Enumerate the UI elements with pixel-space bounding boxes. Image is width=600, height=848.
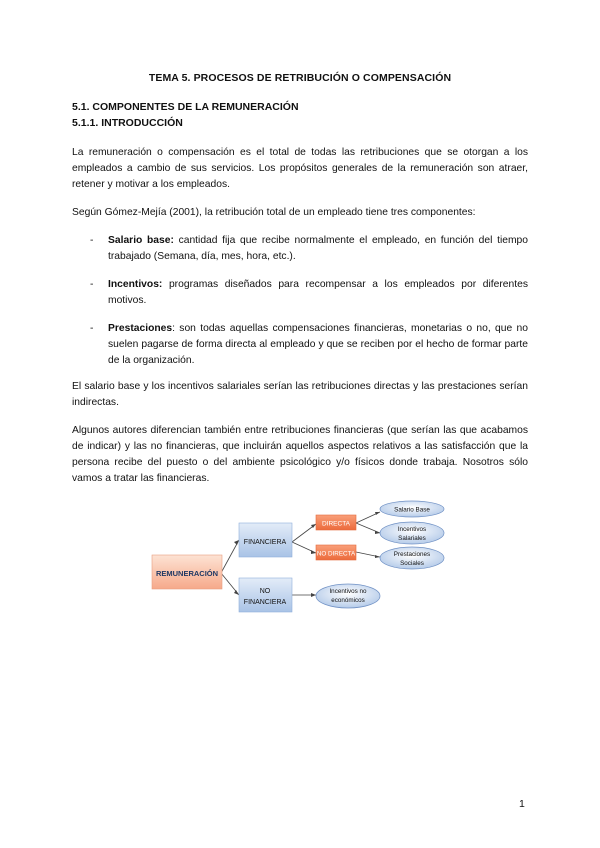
salario-base-label: Salario Base xyxy=(394,506,430,514)
prestaciones-sociales-ellipse xyxy=(380,547,444,569)
bullet-dash: - xyxy=(90,279,94,290)
incentivos-no-economicos-ellipse xyxy=(316,584,380,608)
subsection-heading: 5.1.1. INTRODUCCIÓN xyxy=(72,117,183,129)
bullet-text: cantidad fija que recibe normalmente el empleado, en función del tiempo trabajado (Semana, día, mes, hora, etc.). xyxy=(108,235,528,262)
paragraph-salario-incentivos: El salario base y los incentivos salariales serían las retribuciones directas y las prestaciones serían indirectas. xyxy=(72,381,528,408)
incentivos-salariales-ellipse xyxy=(380,522,444,544)
financiera-box xyxy=(239,523,292,557)
prestaciones-sociales-line1: Prestaciones xyxy=(393,551,431,558)
incentivos-salariales-line1: Incentivos xyxy=(397,526,427,533)
prestaciones-sociales-line2: Sociales xyxy=(400,560,424,567)
no-directa-label: NO DIRECTA xyxy=(316,550,356,558)
bullet-dash: - xyxy=(90,323,94,334)
no-economicos-line2: económicos xyxy=(331,597,365,604)
section-heading: 5.1. COMPONENTES DE LA REMUNERACIÓN xyxy=(72,101,299,113)
bullet-text: : son todas aquellas compensaciones financieras, monetarias o no, que no suelen pagarse de forma directa al empleado y que se reciben por el hecho de formar parte de la organización. xyxy=(108,323,528,366)
paragraph-algunos: Algunos autores diferencian también entre retribuciones financieras (que serían las que acabamos de indicar) y las no financieras, que incluirán aquellos aspectos relativos a las satisfacción que la persona recibe del puesto o del ambiente psicológico y/o físicos donde trabaja. Nosotros sólo vamos a tratar las financieras. xyxy=(72,425,528,484)
incentivos-salariales-line2: Salariales xyxy=(398,535,426,542)
financiera-label: FINANCIERA xyxy=(243,539,287,546)
no-financiera-box xyxy=(239,578,292,612)
bullet-term: Salario base: xyxy=(108,235,174,246)
bullet-text: programas diseñados para recompensar a los empleados por diferentes motivos. xyxy=(108,279,528,306)
page-title: TEMA 5. PROCESOS DE RETRIBUCIÓN O COMPENSACIÓN xyxy=(148,72,452,84)
no-financiera-label-line1: NO xyxy=(259,588,271,595)
no-directa-box xyxy=(316,545,356,560)
no-economicos-line1: Incentivos no xyxy=(329,588,367,595)
remuneracion-label: REMUNERACIÓN xyxy=(155,569,219,578)
bullet-term: Incentivos: xyxy=(108,279,163,290)
paragraph-intro: La remuneración o compensación es el total de todas las retribuciones que se otorgan a los empleados a cambio de sus servicios. Los propósitos generales de la remuneración son atraer, retener y motivar a los empleados. xyxy=(72,147,528,190)
bullet-dash: - xyxy=(90,235,94,246)
directa-label: DIRECTA xyxy=(321,520,351,528)
remuneracion-box xyxy=(152,555,222,589)
remuneration-diagram xyxy=(150,500,450,615)
salario-base-ellipse xyxy=(380,501,444,517)
bullet-term: Prestaciones xyxy=(108,323,173,334)
no-financiera-label-line2: FINANCIERA xyxy=(243,599,287,606)
directa-box xyxy=(316,515,356,530)
page-number: 1 xyxy=(519,798,525,810)
paragraph-segun: Según Gómez-Mejía (2001), la retribución total de un empleado tiene tres componentes: xyxy=(72,207,476,218)
